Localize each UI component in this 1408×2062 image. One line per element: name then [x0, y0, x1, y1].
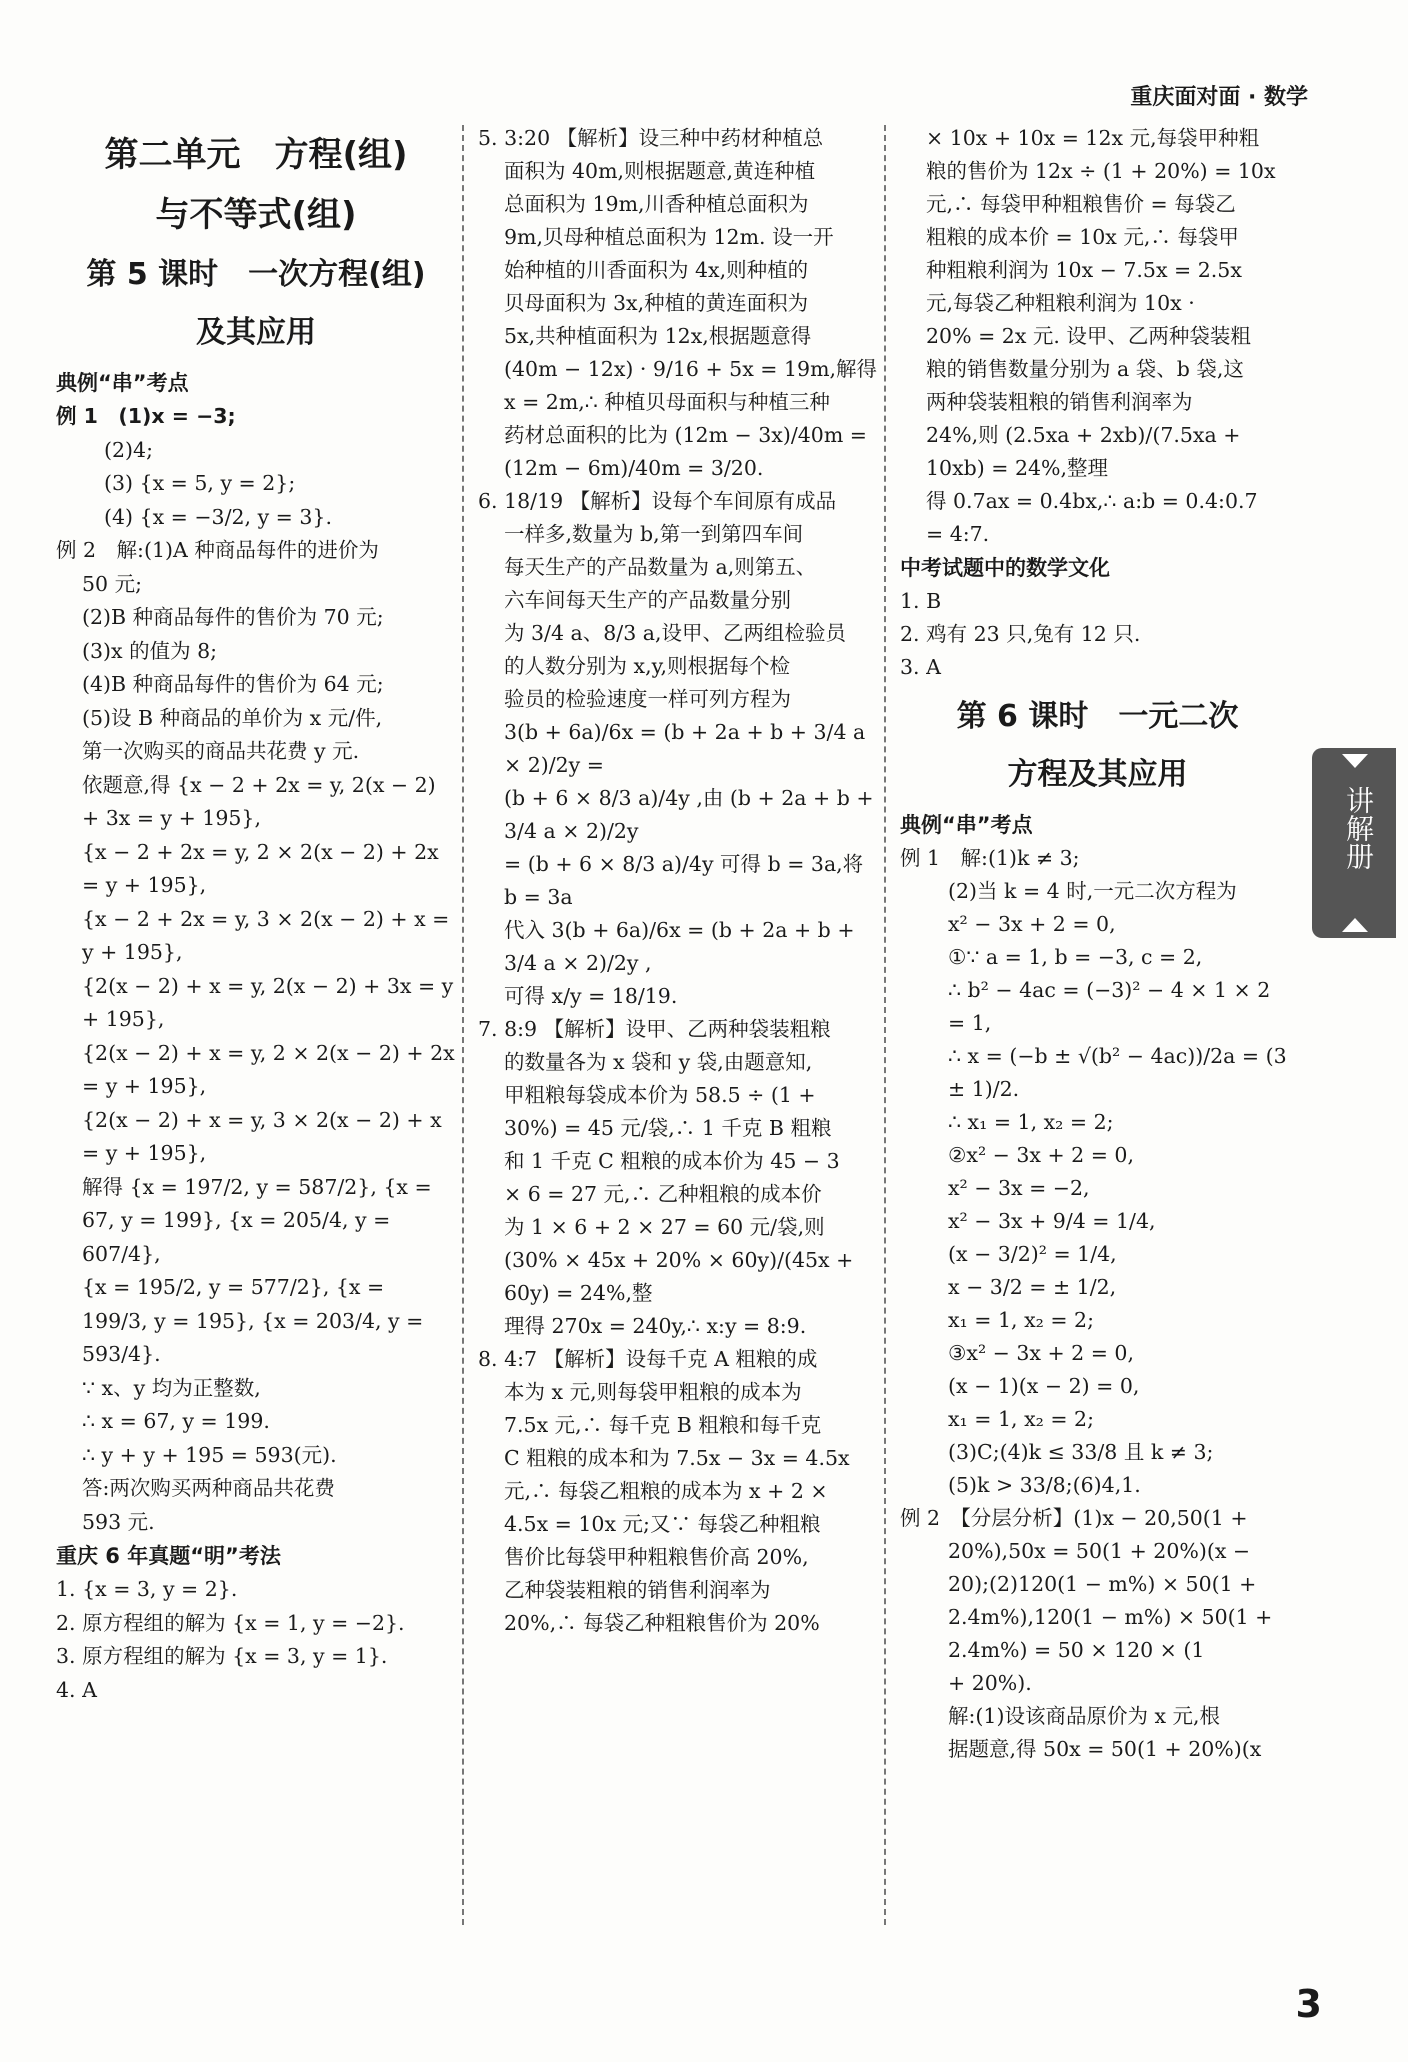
section-heading: 中考试题中的数学文化: [900, 556, 1110, 580]
answer-line: 元,∴ 每袋乙粗粮的成本为 x + 2 ×: [504, 1479, 828, 1503]
answer-line: 20%),50x = 50(1 + 20%)(x −: [948, 1539, 1251, 1563]
answer-line: 两种袋装粗粮的销售利润率为: [926, 390, 1193, 414]
answer-line: (3) {x = 5, y = 2};: [104, 471, 296, 495]
answer-line: (2)4;: [104, 437, 153, 462]
answer-line: 2.4m%),120(1 − m%) × 50(1 +: [948, 1605, 1273, 1629]
answer-line: 例 2 解:(1)A 种商品每件的进价为: [56, 538, 379, 562]
answer-line: 5. 3:20 【解析】设三种中药材种植总: [478, 126, 824, 150]
answer-line: 售价比每袋甲种粗粮售价高 20%,: [504, 1545, 809, 1569]
answer-line: (2)B 种商品每件的售价为 70 元;: [82, 605, 384, 629]
answer-line: 例 2 【分层分析】(1)x − 20,50(1 +: [900, 1506, 1248, 1530]
answer-line: × 10x + 10x = 12x 元,每袋甲种粗: [926, 126, 1260, 150]
answer-line: x = 2m,∴ 种植贝母面积与种植三种: [504, 390, 830, 414]
answer-line: 8. 4:7 【解析】设每千克 A 粗粮的成: [478, 1347, 818, 1371]
answer-line: (3)x 的值为 8;: [82, 638, 218, 663]
answer-line: 理得 270x = 240y,∴ x:y = 8:9.: [504, 1314, 807, 1338]
answer-line: 50 元;: [82, 571, 143, 596]
equation-line: = (b + 6 × 8/3 a)/4y 可得 b = 3a,将 b = 3a: [504, 852, 864, 909]
equation-line: {x = 195/2, y = 577/2}, {x = 199/3, y = 195}, {x = 203/4, y = 593/4}.: [82, 1275, 424, 1366]
answer-line: 2. 鸡有 23 只,兔有 12 只.: [900, 622, 1141, 646]
unit-title-line2: 与不等式(组): [155, 195, 357, 235]
section-heading: 重庆 6 年真题“明”考法: [56, 1544, 281, 1568]
equation-line: x² − 3x = −2,: [948, 1176, 1090, 1200]
answer-line: 例 1 (1)x = −3;: [56, 404, 236, 428]
answer-line: (4) {x = −3/2, y = 3}.: [104, 504, 332, 529]
answer-line: 593 元.: [82, 1509, 155, 1534]
equation-line: (x − 1)(x − 2) = 0,: [948, 1374, 1140, 1398]
equation-line: (30% × 45x + 20% × 60y)/(45x + 60y) = 24%,整: [504, 1248, 854, 1305]
page-number: 3: [1295, 1982, 1322, 2026]
equation-line: (b + 6 × 8/3 a)/4y ,由 (b + 2a + b + 3/4 a × 2)/2y: [504, 786, 874, 843]
column-divider: [884, 125, 886, 1925]
answer-line: 3. 原方程组的解为 {x = 3, y = 1}.: [56, 1644, 388, 1668]
answer-line: 20%,∴ 每袋乙种粗粮售价为 20%: [504, 1611, 820, 1635]
answer-line: (2)当 k = 4 时,一元二次方程为: [948, 879, 1237, 903]
lesson-title-line2: 方程及其应用: [1007, 757, 1188, 792]
equation-line: 解得 {x = 197/2, y = 587/2}, {x = 67, y = 199}, {x = 205/4, y = 607/4},: [82, 1174, 432, 1266]
answer-line: 的数量各为 x 袋和 y 袋,由题意知,: [504, 1050, 813, 1074]
equation-line: ∴ x = (−b ± √(b² − 4ac))/2a = (3 ± 1)/2.: [948, 1044, 1287, 1101]
answer-line: 20);(2)120(1 − m%) × 50(1 +: [948, 1572, 1257, 1596]
lesson-title: 第 5 课时 一次方程(组): [86, 257, 426, 292]
answer-line: 验员的检验速度一样可列方程为: [504, 687, 791, 711]
answer-line: 1. {x = 3, y = 2}.: [56, 1577, 238, 1601]
answer-line: 种粗粮利润为 10x − 7.5x = 2.5x: [926, 258, 1242, 282]
equation-line: {x − 2 + 2x = y, 2 × 2(x − 2) + 2x = y + 195},: [82, 839, 439, 897]
answer-line: = 4:7.: [926, 522, 990, 546]
triangle-up-icon: [1342, 918, 1368, 932]
answer-line: 3. A: [900, 655, 941, 679]
answer-line: ∴ x = 67, y = 199.: [82, 1409, 270, 1433]
answer-line: 的人数分别为 x,y,则根据每个检: [504, 654, 790, 678]
equation-line: x₁ = 1, x₂ = 2;: [948, 1308, 1095, 1332]
equation-line: ①∵ a = 1, b = −3, c = 2,: [948, 945, 1203, 969]
column-1: [56, 122, 456, 1707]
equation-line: 24%,则 (2.5xa + 2xb)/(7.5xa + 10xb) = 24%,整理: [926, 423, 1241, 480]
answer-line: 总面积为 19m,川香种植总面积为: [504, 192, 809, 216]
running-header: 重庆面对面 · 数学: [1130, 85, 1308, 110]
column-divider: [462, 125, 464, 1925]
answer-line: (5)k > 33/8;(6)4,1.: [948, 1473, 1141, 1497]
side-tab-label: 讲解册: [1342, 786, 1375, 870]
answer-line: 2. 原方程组的解为 {x = 1, y = −2}.: [56, 1610, 405, 1635]
answer-line: 乙种袋装粗粮的销售利润率为: [504, 1578, 771, 1602]
equation-line: x² − 3x + 2 = 0,: [948, 912, 1116, 936]
equation-line: 依题意,得 {x − 2 + 2x = y, 2(x − 2) + 3x = y + 195},: [82, 772, 436, 830]
equation-line: x − 3/2 = ± 1/2,: [948, 1275, 1117, 1299]
answer-line: 粮的销售数量分别为 a 袋、b 袋,这: [926, 357, 1244, 381]
answer-line: 2.4m%) = 50 × 120 × (1: [948, 1638, 1205, 1662]
answer-line: 始种植的川香面积为 4x,则种植的: [504, 258, 809, 282]
answer-line: + 20%).: [948, 1671, 1032, 1695]
answer-line: (5)设 B 种商品的单价为 x 元/件,: [82, 705, 383, 730]
answer-line: 4.5x = 10x 元;又∵ 每袋乙种粗粮: [504, 1512, 821, 1536]
answer-line: 甲粗粮每袋成本价为 58.5 ÷ (1 +: [504, 1083, 816, 1107]
answer-line: 和 1 千克 C 粗粮的成本价为 45 − 3: [504, 1149, 840, 1173]
triangle-down-icon: [1342, 754, 1368, 768]
equation-line: {2(x − 2) + x = y, 3 × 2(x − 2) + x = y + 195},: [82, 1107, 442, 1165]
equation-line: 3(b + 6a)/6x = (b + 2a + b + 3/4 a × 2)/2y =: [504, 720, 866, 777]
equation-line: {2(x − 2) + x = y, 2(x − 2) + 3x = y + 195},: [82, 973, 454, 1031]
answer-line: 1. B: [900, 589, 942, 613]
lesson-title: 第 6 课时 一元二次: [956, 699, 1239, 734]
answer-line: 7.5x 元,∴ 每千克 B 粗粮和每千克: [504, 1413, 822, 1437]
answer-line: 据题意,得 50x = 50(1 + 20%)(x: [948, 1737, 1262, 1761]
lesson-title-line2: 及其应用: [196, 315, 316, 350]
answer-line: 本为 x 元,则每袋甲粗粮的成本为: [504, 1380, 802, 1404]
answer-line: 4. A: [56, 1677, 97, 1702]
answer-line: (3)C;(4)k ≤ 33/8 且 k ≠ 3;: [948, 1440, 1214, 1464]
answer-line: × 6 = 27 元,∴ 乙种粗粮的成本价: [504, 1182, 822, 1206]
equation-line: ②x² − 3x + 2 = 0,: [948, 1143, 1134, 1167]
equation-line: ∴ x₁ = 1, x₂ = 2;: [948, 1110, 1114, 1134]
answer-line: 9m,贝母种植总面积为 12m. 设一开: [504, 225, 834, 249]
section-heading: 典例“串”考点: [56, 371, 189, 395]
equation-line: (12m − 6m)/40m = 3/20.: [504, 456, 764, 480]
answer-line: 粗粮的成本价 = 10x 元,∴ 每袋甲: [926, 225, 1239, 249]
equation-line: (40m − 12x) · 9/16 + 5x = 19m,解得: [504, 357, 878, 381]
answer-line: 为 1 × 6 + 2 × 27 = 60 元/袋,则: [504, 1215, 825, 1239]
answer-line: 7. 8:9 【解析】设甲、乙两种袋装粗粮: [478, 1017, 831, 1041]
answer-line: C 粗粮的成本和为 7.5x − 3x = 4.5x: [504, 1446, 850, 1470]
answer-line: 一样多,数量为 b,第一到第四车间: [504, 522, 804, 546]
equation-line: 可得 x/y = 18/19.: [504, 984, 678, 1008]
equation-line: x₁ = 1, x₂ = 2;: [948, 1407, 1095, 1431]
equation-line: {x − 2 + 2x = y, 3 × 2(x − 2) + x = y + 195},: [82, 906, 450, 964]
equation-line: 药材总面积的比为 (12m − 3x)/40m =: [504, 423, 867, 447]
answer-line: 20% = 2x 元. 设甲、乙两种袋装粗: [926, 324, 1251, 348]
equation-line: ∴ b² − 4ac = (−3)² − 4 × 1 × 2: [948, 978, 1271, 1002]
answer-line: 元,每袋乙种粗粮利润为 10x ·: [926, 291, 1195, 315]
answer-line: 得 0.7ax = 0.4bx,∴ a:b = 0.4:0.7: [926, 489, 1258, 513]
answer-line: 每天生产的产品数量为 a,则第五、: [504, 555, 817, 579]
answer-line: ∵ x、y 均为正整数,: [82, 1375, 261, 1400]
answer-line: 面积为 40m,则根据题意,黄连种植: [504, 159, 816, 183]
equation-line: ③x² − 3x + 2 = 0,: [948, 1341, 1134, 1365]
answer-line: 六车间每天生产的产品数量分别: [504, 588, 791, 612]
answer-line: 30%) = 45 元/袋,∴ 1 千克 B 粗粮: [504, 1116, 832, 1140]
equation-line: x² − 3x + 9/4 = 1/4,: [948, 1209, 1156, 1233]
answer-line: 答:两次购买两种商品共花费: [82, 1476, 335, 1500]
answer-line: 5x,共种植面积为 12x,根据题意得: [504, 324, 812, 348]
answer-line: 6. 18/19 【解析】设每个车间原有成品: [478, 489, 837, 513]
equation-line: {2(x − 2) + x = y, 2 × 2(x − 2) + 2x = y + 195},: [82, 1040, 455, 1098]
equation-line: (x − 3/2)² = 1/4,: [948, 1242, 1117, 1266]
answer-line: 元,∴ 每袋甲种粗粮售价 = 每袋乙: [926, 192, 1236, 216]
column-3: [900, 122, 1295, 1766]
answer-line: 例 1 解:(1)k ≠ 3;: [900, 846, 1080, 870]
answer-line: ∴ y + y + 195 = 593(元).: [82, 1442, 337, 1467]
equation-line: 代入 3(b + 6a)/6x = (b + 2a + b + 3/4 a × 2)/2y ,: [504, 918, 855, 975]
column-2: [478, 122, 878, 1640]
side-tab[interactable]: [1312, 748, 1396, 938]
answer-line: (4)B 种商品每件的售价为 64 元;: [82, 672, 384, 696]
answer-line: 解:(1)设该商品原价为 x 元,根: [948, 1704, 1221, 1728]
answer-line: 贝母面积为 3x,种植的黄连面积为: [504, 291, 809, 315]
answer-line: 粮的售价为 12x ÷ (1 + 20%) = 10x: [926, 159, 1276, 183]
answer-line: 第一次购买的商品共花费 y 元.: [82, 739, 360, 763]
unit-title: 第二单元 方程(组): [104, 135, 408, 175]
section-heading: 典例“串”考点: [900, 813, 1033, 837]
equation-line: = 1,: [948, 1011, 992, 1035]
answer-line: 为 3/4 a、8/3 a,设甲、乙两组检验员: [504, 621, 846, 645]
